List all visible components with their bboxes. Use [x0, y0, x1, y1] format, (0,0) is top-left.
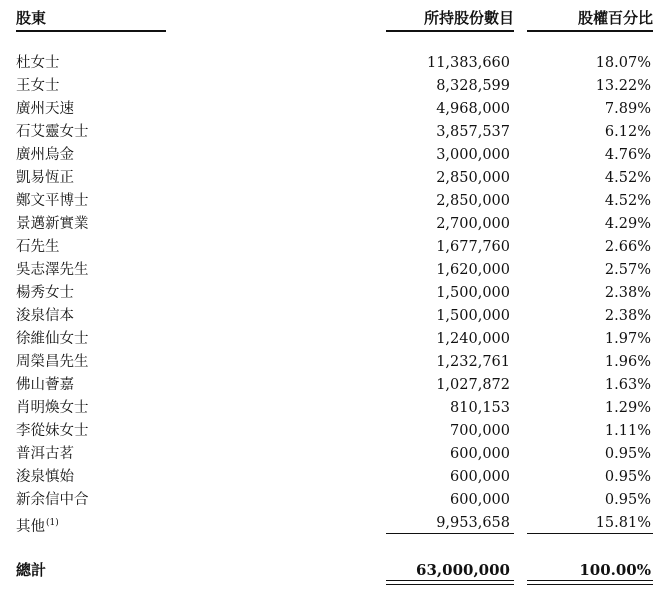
shareholder-name — [16, 214, 89, 234]
shareholder-name — [16, 306, 74, 326]
column-header-shareholder: 股東 — [16, 8, 166, 32]
shares-held: 8,328,599 — [436, 78, 510, 94]
shares-held: 600,000 — [450, 446, 510, 462]
table-row — [0, 329, 664, 352]
shareholding-percent: 4.52% — [604, 170, 651, 186]
total-percent: 100.00% — [579, 561, 651, 579]
shares-held: 9,953,658 — [436, 515, 510, 531]
subtotal-rule-percent — [527, 533, 653, 534]
shareholder-name-text: 凱易恆正 — [16, 170, 74, 186]
shareholder-name — [16, 444, 74, 464]
table-row — [0, 122, 664, 145]
shareholding-percent: 13.22% — [595, 78, 651, 94]
shares-held: 3,000,000 — [436, 147, 510, 163]
shareholding-percent: 2.38% — [604, 285, 651, 301]
shareholder-name — [16, 122, 89, 142]
table-row — [0, 444, 664, 467]
column-header-shares: 所持股份數目 — [386, 8, 514, 32]
shareholder-name-text: 鄭文平博士 — [16, 193, 89, 209]
shares-held: 1,500,000 — [436, 308, 510, 324]
shareholder-name — [16, 145, 74, 165]
shares-held: 2,850,000 — [436, 193, 510, 209]
shareholding-percent: 15.81% — [595, 515, 651, 531]
shareholding-percent: 18.07% — [595, 55, 651, 71]
shareholder-name-text: 肖明煥女士 — [16, 400, 89, 416]
shareholder-name-text: 廣州天速 — [16, 101, 74, 117]
shareholder-name — [16, 467, 74, 487]
shareholding-percent: 1.97% — [604, 331, 651, 347]
shareholder-name — [16, 260, 89, 280]
shareholding-percent: 2.38% — [604, 308, 651, 324]
table-row — [0, 53, 664, 76]
shareholding-percent: 4.52% — [604, 193, 651, 209]
shareholder-name-text: 浚泉信本 — [16, 308, 74, 324]
shareholder-name — [16, 398, 89, 418]
shareholder-name — [16, 99, 74, 119]
shares-held: 1,027,872 — [436, 377, 510, 393]
shareholding-percent: 1.11% — [604, 423, 651, 439]
shareholder-name-text: 其他 — [16, 519, 45, 535]
shareholder-name — [16, 421, 89, 441]
shares-held: 1,677,760 — [436, 239, 510, 255]
shareholder-name-text: 普洱古茗 — [16, 446, 74, 462]
shareholder-name-text: 新余信中合 — [16, 492, 89, 508]
shareholding-percent: 4.29% — [604, 216, 651, 232]
table-row — [0, 76, 664, 99]
table-row — [0, 260, 664, 283]
table-row — [0, 237, 664, 260]
table-row — [0, 191, 664, 214]
shareholding-percent: 0.95% — [604, 469, 651, 485]
table-row — [0, 467, 664, 490]
shareholder-name — [16, 191, 89, 211]
table-row — [0, 421, 664, 444]
shareholder-name — [16, 375, 74, 395]
shareholder-name-text: 吳志澤先生 — [16, 262, 89, 278]
shareholder-name-text: 佛山薈嘉 — [16, 377, 74, 393]
shareholding-percent: 0.95% — [604, 492, 651, 508]
shares-held: 700,000 — [450, 423, 510, 439]
shareholder-name-text: 李從妹女士 — [16, 423, 89, 439]
shareholder-name-text: 王女士 — [16, 78, 60, 94]
total-double-rule-percent — [527, 580, 653, 585]
shareholding-percent: 1.63% — [604, 377, 651, 393]
total-shares: 63,000,000 — [416, 561, 510, 579]
shareholding-percent: 2.66% — [604, 239, 651, 255]
shareholding-percent: 6.12% — [604, 124, 651, 140]
shareholder-name-text: 徐維仙女士 — [16, 331, 89, 347]
table-row — [0, 490, 664, 513]
total-double-rule-shares — [386, 580, 514, 585]
shares-held: 1,500,000 — [436, 285, 510, 301]
table-row — [0, 398, 664, 421]
total-label: 總計 — [16, 561, 47, 579]
column-header-percent: 股權百分比 — [527, 8, 653, 32]
table-row — [0, 306, 664, 329]
shares-held: 4,968,000 — [436, 101, 510, 117]
shareholder-name — [16, 283, 74, 303]
shareholding-percent: 4.76% — [604, 147, 651, 163]
shares-held: 810,153 — [450, 400, 510, 416]
subtotal-rule-shares — [386, 533, 514, 534]
table-row — [0, 352, 664, 375]
shareholding-percent: 1.29% — [604, 400, 651, 416]
shareholder-name-text: 石先生 — [16, 239, 60, 255]
shareholder-name-text: 杜女士 — [16, 55, 60, 71]
shareholder-name-text: 浚泉慎始 — [16, 469, 74, 485]
footnote-marker: (1) — [46, 518, 59, 528]
shareholder-name — [16, 76, 60, 96]
shares-held: 2,850,000 — [436, 170, 510, 186]
shareholder-name — [16, 490, 89, 510]
shares-held: 2,700,000 — [436, 216, 510, 232]
shareholder-name-text: 景邁新實業 — [16, 216, 89, 232]
table-row — [0, 375, 664, 398]
shareholder-name-text: 楊秀女士 — [16, 285, 74, 301]
shareholder-name — [16, 237, 60, 257]
shareholder-name — [16, 513, 59, 537]
shareholding-percent: 1.96% — [604, 354, 651, 370]
shareholder-name-text: 周榮昌先生 — [16, 354, 89, 370]
shareholder-name — [16, 329, 89, 349]
table-row — [0, 283, 664, 306]
table-row — [0, 99, 664, 122]
table-row — [0, 145, 664, 168]
shareholder-name — [16, 53, 60, 73]
shares-held: 1,232,761 — [436, 354, 510, 370]
shareholding-percent: 0.95% — [604, 446, 651, 462]
shareholder-name — [16, 352, 89, 372]
shareholding-percent: 2.57% — [604, 262, 651, 278]
table-row — [0, 214, 664, 237]
shareholder-name — [16, 168, 74, 188]
shareholding-percent: 7.89% — [604, 101, 651, 117]
shares-held: 11,383,660 — [426, 55, 510, 71]
shares-held: 1,620,000 — [436, 262, 510, 278]
shares-held: 3,857,537 — [436, 124, 510, 140]
shares-held: 600,000 — [450, 492, 510, 508]
shareholder-name-text: 廣州烏金 — [16, 147, 74, 163]
total-row — [0, 560, 664, 582]
shareholder-name-text: 石艾靈女士 — [16, 124, 89, 140]
table-row — [0, 168, 664, 191]
shares-held: 600,000 — [450, 469, 510, 485]
shares-held: 1,240,000 — [436, 331, 510, 347]
